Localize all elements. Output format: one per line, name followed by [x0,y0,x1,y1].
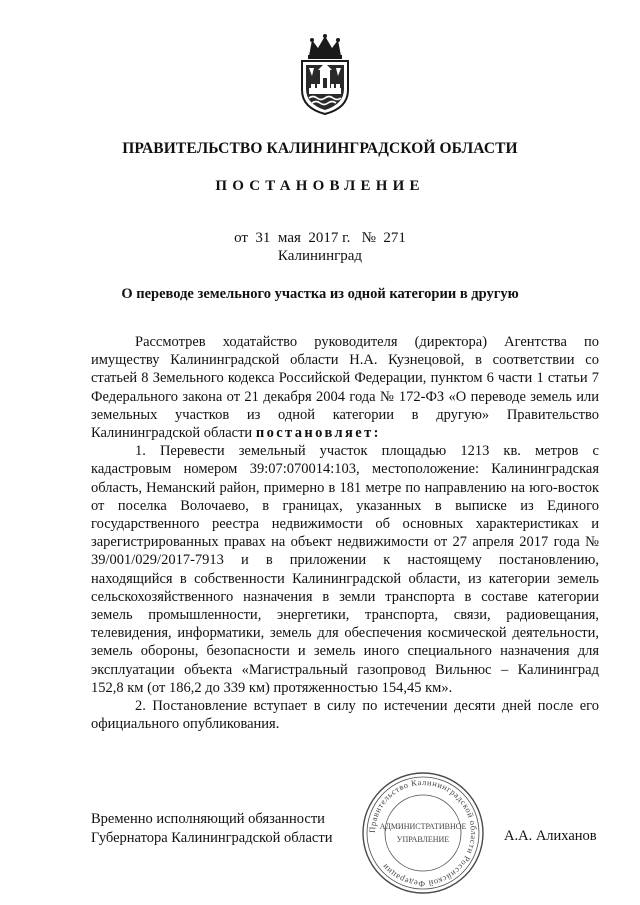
signer-title-line-2: Губернатора Калининградской области [91,830,333,846]
item-2-paragraph: 2. Постановление вступает в силу по истечении десяти дней после его официального опубликования. [91,698,599,733]
item-1-paragraph: 1. Перевести земельный участок площадью 1213 кв. метров с кадастровым номером 39:07:070014:103, местоположение: Калининградская область, Неманский район, примерно в 181 метре по направлению на юго-восток от поселка Волочаево, в границах, указанных в выписке из Единого государственного реестра недвижимости об основных характеристиках и зарегистрированных правах на объект недвижимости от 27 апреля 2017 года № 39/001/029/2017-7913 и в приложении к настоящему постановлению, находящийся в собственности Калининградской области, из категории земель сельскохозяйственного назначения в земли транспорта в составе категории земель промышленности, энергетики, транспорта, связи, радиовещания, телевидения, информатики, земель для обеспечения космической деятельности, земель обороны, безопасности и земель иного специального назначения для эксплуатации объекта «Магистральный газопровод Вильнюс – Калининград 152,8 км (от 186,2 до 339 км) протяженностью 154,45 км». [91,443,599,696]
preamble-text: Рассмотрев ходатайство руководителя (директора) Агентства по имуществу Калининградской области Н.А. Кузнецовой, в соответствии со статьей 8 Земельного кодекса Российской Федерации, пунктом 6 части 1 статьи 7 Федерального закона от 21 декабря 2004 года № 172-ФЗ «О переводе земель или земельных участков из одной категории в другую» Правительство Калининградской области [91,334,599,442]
coat-of-arms-icon [296,34,354,116]
document-body [91,333,599,733]
official-stamp [360,770,486,896]
signer-name: А.А. Алиханов [504,828,597,844]
document-type: ПОСТАНОВЛЕНИЕ [215,178,425,194]
decree-word: постановляет: [255,425,381,442]
signer-title [91,810,332,848]
stamp-ring-text: Правительство Калининградской области Российской Федерации [367,777,479,889]
issue-city: Калининград [277,248,363,264]
government-title: ПРАВИТЕЛЬСТВО КАЛИНИНГРАДСКОЙ ОБЛАСТИ [122,140,518,157]
svg-text:Правительство Калининградской [368,778,478,888]
signer-title-line-1: Временно исполняющий обязанности [91,811,325,827]
preamble-paragraph [91,333,599,442]
stamp-center-line-2: УПРАВЛЕНИЕ [396,835,450,844]
date-and-number: от 31 мая 2017 г. № 271 [234,230,406,246]
document-subject: О переводе земельного участка из одной категории в другую [121,286,519,302]
stamp-center-line-1: АДМИНИСТРАТИВНОЕ [379,822,467,831]
